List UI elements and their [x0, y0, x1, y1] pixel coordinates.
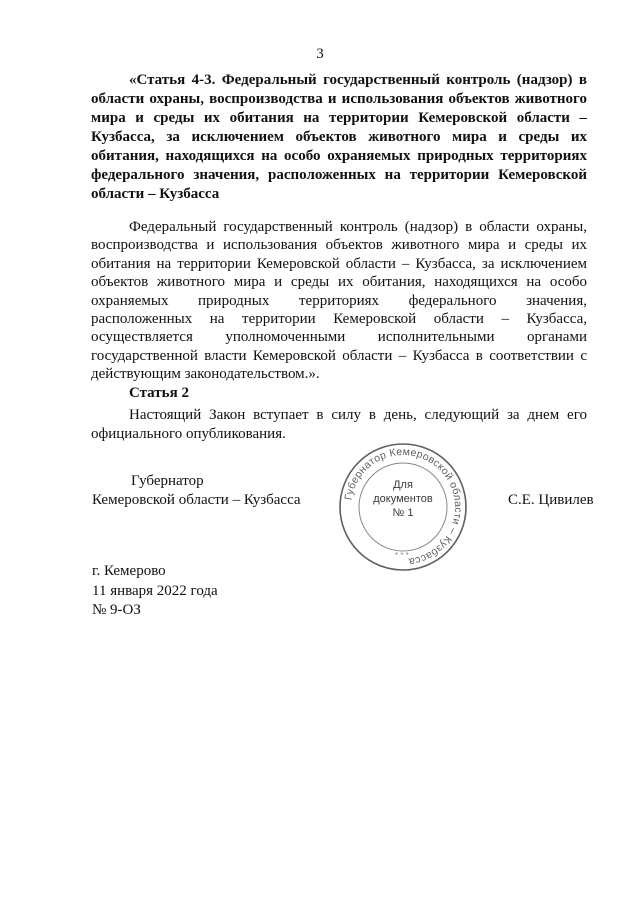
law-number: № 9-ОЗ: [92, 602, 141, 618]
governor-name: С.Е. Цивилев: [508, 492, 594, 508]
seal-center-line1: Для: [393, 479, 413, 491]
article-2-title: Статья 2: [129, 385, 189, 401]
signing-details: [92, 562, 218, 621]
seal-center-text: [337, 478, 469, 520]
article-2-text: Настоящий Закон вступает в силу в день, следующий за днем его официального опубликования.: [91, 407, 587, 442]
governor-region: Кемеровской области – Кузбасса: [92, 492, 301, 508]
svg-text:* * *: * * *: [395, 551, 409, 560]
article-4-3-text: Федеральный государственный контроль (надзор) в области охраны, воспроизводства и использования объектов животного мира и среды их обитания на территории Кемеровской области – Кузбасса, за исключением объектов животного мира и среды их обитания, находящихся на особо охраняемых природных территориях федерального значения, расположенных на территории Кемеровской области – Кузбасса, осуществляется уполномоченными исполнительными органами государственной власти Кемеровской области – Кузбасса в соответствии с действующим законодательством.».: [91, 219, 587, 383]
article-4-3-heading: «Статья 4-3. Федеральный государственный контроль (надзор) в области охраны, воспроизводства и использования объектов животного мира и среды их обитания на территории Кемеровской области – Кузбасса, за исключением объектов животного мира и среды их обитания, находящихся на особо охраняемых природных территориях федерального значения, расположенных на территории Кемеровской области – Кузбасса: [91, 72, 587, 202]
seal-center-line2: документов: [373, 493, 433, 505]
signing-city: г. Кемерово: [92, 563, 166, 579]
governor-title: Губернатор: [131, 473, 204, 489]
seal-center-line3: № 1: [392, 507, 414, 519]
signing-date: 11 января 2022 года: [92, 582, 218, 599]
page-number: 3: [316, 46, 324, 62]
seal-ring-text: Губернатор Кемеровской области – Кузбасса: [342, 445, 465, 568]
